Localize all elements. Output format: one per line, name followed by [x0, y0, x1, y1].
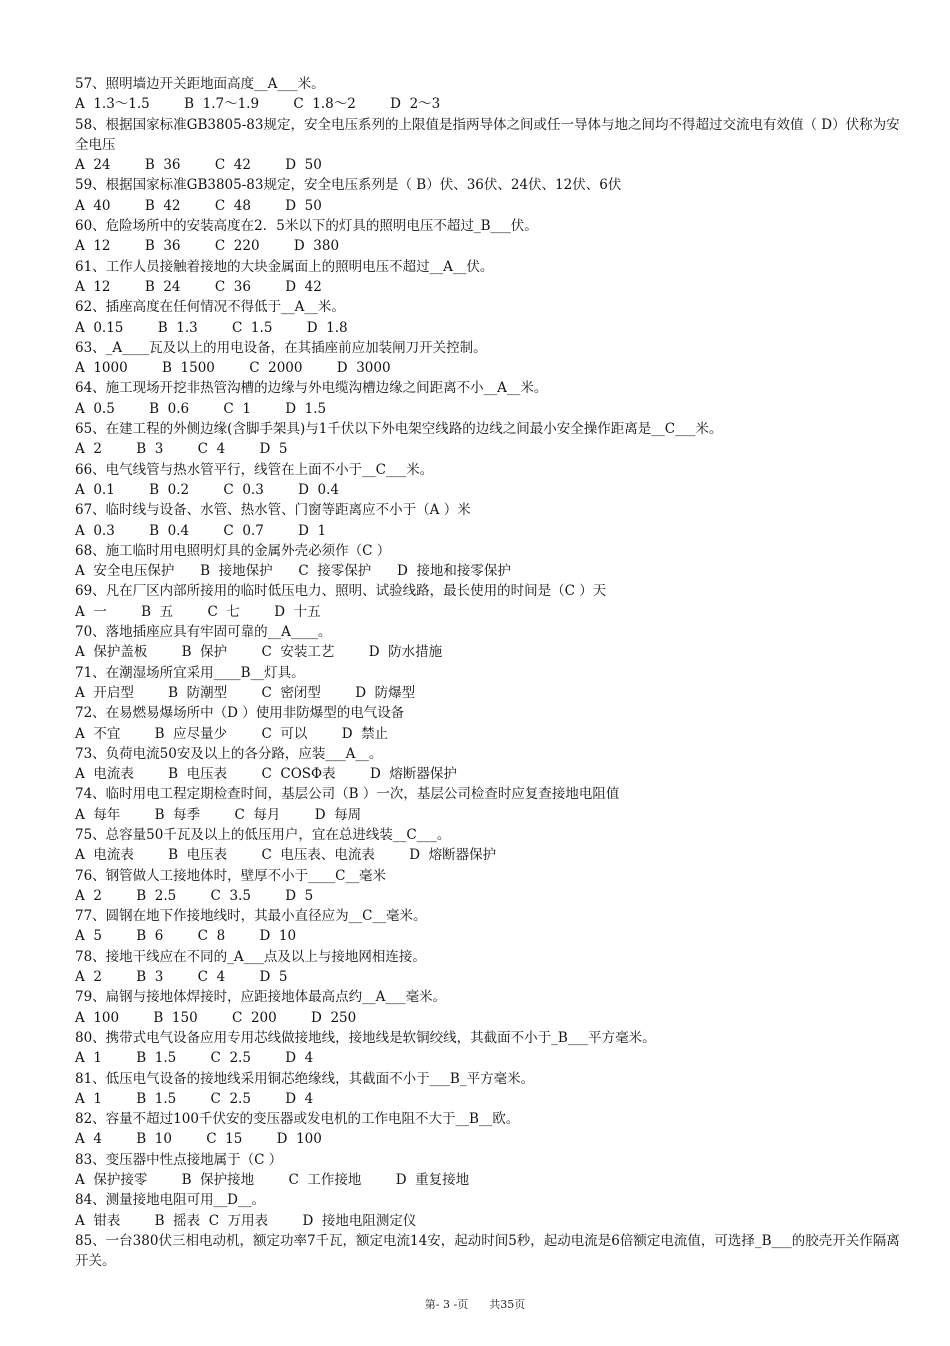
question-options: A 24 B 36 C 42 D 50	[75, 157, 322, 174]
question-text: 61、工作人员接触着接地的大块金属面上的照明电压不超过__A__伏。	[75, 258, 494, 275]
question-options: A 0.1 B 0.2 C 0.3 D 0.4	[75, 481, 340, 498]
question-text: 62、插座高度在任何情况不得低于__A__米。	[75, 299, 345, 316]
page-footer: 第- 3 -页 共35页	[424, 1298, 526, 1311]
question-options: A 12 B 36 C 220 D 380	[75, 238, 340, 255]
question-options: A 4 B 10 C 15 D 100	[75, 1131, 322, 1148]
question-options: A 1 B 1.5 C 2.5 D 4	[75, 1090, 314, 1107]
question-text: 76、钢管做人工接地体时，壁厚不小于____C__毫米	[75, 867, 387, 884]
question-text: 79、扁钢与接地体焊接时，应距接地体最高点约__A___毫米。	[75, 989, 447, 1006]
question-text: 68、施工临时用电照明灯具的金属外壳必须作（C ）	[75, 542, 391, 559]
question-text: 72、在易燃易爆场所中（D ）使用非防爆型的电气设备	[75, 705, 405, 722]
question-options: A 1 B 1.5 C 2.5 D 4	[75, 1050, 314, 1067]
question-options: A 2 B 3 C 4 D 5	[75, 969, 288, 986]
question-text: 67、临时线与设备、水管、热水管、门窗等距离应不小于（A ）米	[75, 502, 471, 519]
question-text: 80、携带式电气设备应用专用芯线做接地线，接地线是软铜绞线，其截面不小于_B___平方毫米。	[75, 1029, 656, 1046]
question-options: A 1000 B 1500 C 2000 D 3000	[75, 360, 391, 377]
question-text: 63、_A____瓦及以上的用电设备，在其插座前应加装闸刀开关控制。	[75, 339, 487, 356]
question-text: 58、根据国家标准GB3805-83规定，安全电压系列的上限值是指两导体之间或任一导体与地之间均不得超过交流电有效值（ D）伏称为安全电压	[75, 116, 900, 153]
question-options: A 电流表 B 电压表 C 电压表、电流表 D 熔断器保护	[75, 847, 497, 864]
question-text: 69、凡在厂区内部所接用的临时低压电力、照明、试验线路，最长使用的时间是（C ）天	[75, 583, 607, 600]
question-options: A 每年 B 每季 C 每月 D 每周	[75, 806, 362, 823]
question-text: 85、一台380伏三相电动机，额定功率7千瓦，额定电流14安，起动时间5秒，起动电流是6倍额定电流值，可选择_B___的胶壳开关作隔离开关。	[75, 1232, 900, 1270]
question-text: 77、圆钢在地下作接地线时，其最小直径应为__C__毫米。	[75, 908, 427, 925]
question-text: 64、施工现场开挖非热管沟槽的边缘与外电缆沟槽边缘之间距离不小__A__米。	[75, 380, 548, 397]
question-options: A 一 B 五 C 七 D 十五	[75, 603, 321, 620]
question-text: 70、落地插座应具有牢固可靠的__A____。	[75, 624, 332, 641]
question-text: 83、变压器中性点接地属于（C ）	[75, 1151, 283, 1168]
question-text: 73、负荷电流50安及以上的各分路，应装___A__。	[75, 745, 383, 762]
question-text: 65、在建工程的外侧边缘(含脚手架具)与1千伏以下外电架空线路的边线之间最小安全操作距离是__C___米。	[75, 421, 723, 438]
question-text: 59、根据国家标准GB3805-83规定，安全电压系列是（ B）伏、36伏、24伏、12伏、6伏	[75, 177, 622, 194]
question-text: 75、总容量50千瓦及以上的低压用户，宜在总进线装__C___。	[75, 826, 451, 843]
question-options: A 2 B 3 C 4 D 5	[75, 441, 288, 458]
question-options: A 1.3～1.5 B 1.7～1.9 C 1.8～2 D 2～3	[75, 96, 441, 113]
question-options: A 0.5 B 0.6 C 1 D 1.5	[75, 400, 327, 417]
question-options: A 开启型 B 防潮型 C 密闭型 D 防爆型	[75, 684, 416, 701]
question-text: 71、在潮湿场所宜采用____B__灯具。	[75, 664, 305, 681]
question-options: A 12 B 24 C 36 D 42	[75, 278, 322, 295]
question-options: A 0.3 B 0.4 C 0.7 D 1	[75, 522, 327, 539]
question-list	[75, 74, 905, 1272]
question-options: A 安全电压保护 B 接地保护 C 接零保护 D 接地和接零保护	[75, 563, 511, 580]
question-text: 57、照明墙边开关距地面高度__A___米。	[75, 76, 325, 92]
question-text: 60、危险场所中的安装高度在2．5米以下的灯具的照明电压不超过_B___伏。	[75, 218, 538, 235]
question-text: 74、临时用电工程定期检查时间，基层公司（B ）一次，基层公司检查时应复查接地电阻值	[75, 786, 620, 803]
question-options: A 电流表 B 电压表 C COSΦ表 D 熔断器保护	[75, 766, 457, 783]
question-text: 81、低压电气设备的接地线采用铜芯绝缘线，其截面不小于___B_平方毫米。	[75, 1070, 535, 1087]
question-options: A 2 B 2.5 C 3.5 D 5	[75, 887, 314, 904]
question-options: A 不宜 B 应尽量少 C 可以 D 禁止	[75, 725, 389, 742]
question-text: 78、接地干线应在不同的_A___点及以上与接地网相连接。	[75, 948, 426, 965]
question-options: A 5 B 6 C 8 D 10	[75, 928, 297, 945]
question-text: 82、容量不超过100千伏安的变压器或发电机的工作电阻不大于__B__欧。	[75, 1111, 520, 1128]
question-options: A 0.15 B 1.3 C 1.5 D 1.8	[75, 319, 348, 336]
question-text: 66、电气线管与热水管平行，线管在上面不小于__C___米。	[75, 461, 434, 478]
question-options: A 保护盖板 B 保护 C 安装工艺 D 防水措施	[75, 644, 443, 661]
question-options: A 钳表 B 摇表 C 万用表 D 接地电阻测定仪	[75, 1212, 417, 1229]
question-options: A 40 B 42 C 48 D 50	[75, 197, 322, 214]
question-options: A 100 B 150 C 200 D 250	[75, 1009, 357, 1026]
question-options: A 保护接零 B 保护接地 C 工作接地 D 重复接地	[75, 1172, 470, 1189]
question-text: 84、测量接地电阻可用__D__。	[75, 1192, 266, 1209]
